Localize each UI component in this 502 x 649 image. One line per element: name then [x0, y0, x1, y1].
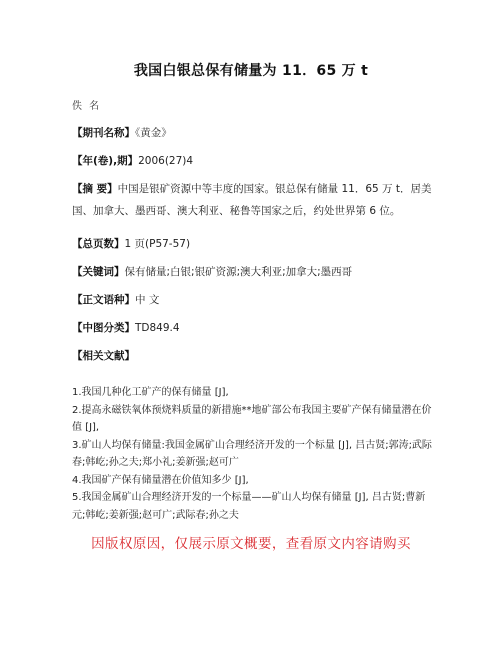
year-issue-value: 2006(27)4: [138, 155, 194, 167]
document-title: 我国白银总保有储量为 11．65 万 t: [133, 63, 369, 79]
reference-item[interactable]: 1.我国几种化工矿产的保有储量 [J],: [72, 387, 229, 398]
classification-value: TD849.4: [135, 322, 180, 334]
language-value: 中 文: [135, 294, 160, 306]
journal-field: [72, 122, 437, 144]
keywords-value: 保有储量;白银;银矿资源;澳大利亚;加拿大;墨西哥: [124, 266, 353, 278]
year-issue-field: [72, 150, 437, 172]
pages-field: [72, 233, 437, 255]
language-label: 【正文语种】: [72, 294, 135, 306]
reference-item[interactable]: 4.我国矿产保有储量潜在价值知多少 [J],: [72, 474, 249, 486]
keywords-field: [72, 261, 437, 283]
journal-value: 《黄金》: [135, 127, 172, 139]
pages-label: 【总页数】: [72, 238, 125, 250]
author: 佚 名: [72, 101, 102, 112]
language-field: [72, 289, 437, 311]
journal-label: 【期刊名称】: [72, 127, 135, 139]
abstract-field: [72, 178, 437, 222]
abstract-value: 中国是银矿资源中等丰度的国家。银总保有储量 11．65 万 t．居美国、加拿大、墨西哥、澳大利亚、秘鲁等国家之后，约处世界第 6 位。: [72, 183, 432, 217]
classification-field: [72, 317, 437, 339]
pages-value: 1 页(P57-57): [124, 238, 191, 250]
reference-item[interactable]: 3.矿山人均保有储量:我国金属矿山合理经济开发的一个标量 [J], 吕古贤;郭涛;武际春;韩屹;孙之夫;郑小礼;姜新强;赵可广: [72, 439, 432, 468]
reference-item[interactable]: 2.提高永磁铁氧体预烧料质量的新措施**地矿部公布我国主要矿产保有储量潜在价值 [J],: [72, 404, 432, 433]
reference-list: [72, 384, 434, 524]
related-docs-heading: [72, 345, 437, 367]
classification-label: 【中图分类】: [72, 322, 135, 334]
copyright-notice[interactable]: 因版权原因，仅展示原文概要，查看原文内容请购买: [91, 536, 411, 552]
year-issue-label: 【年(卷),期】: [72, 155, 139, 167]
reference-item[interactable]: 5.我国金属矿山合理经济开发的一个标量——矿山人均保有储量 [J], 吕古贤;曹新元;韩屹;姜新强;赵可广;武际春;孙之夫: [72, 492, 426, 521]
keywords-label: 【关键词】: [72, 266, 125, 278]
abstract-label: 【摘 要】: [72, 183, 118, 195]
related-docs-label: 【相关文献】: [72, 350, 135, 362]
